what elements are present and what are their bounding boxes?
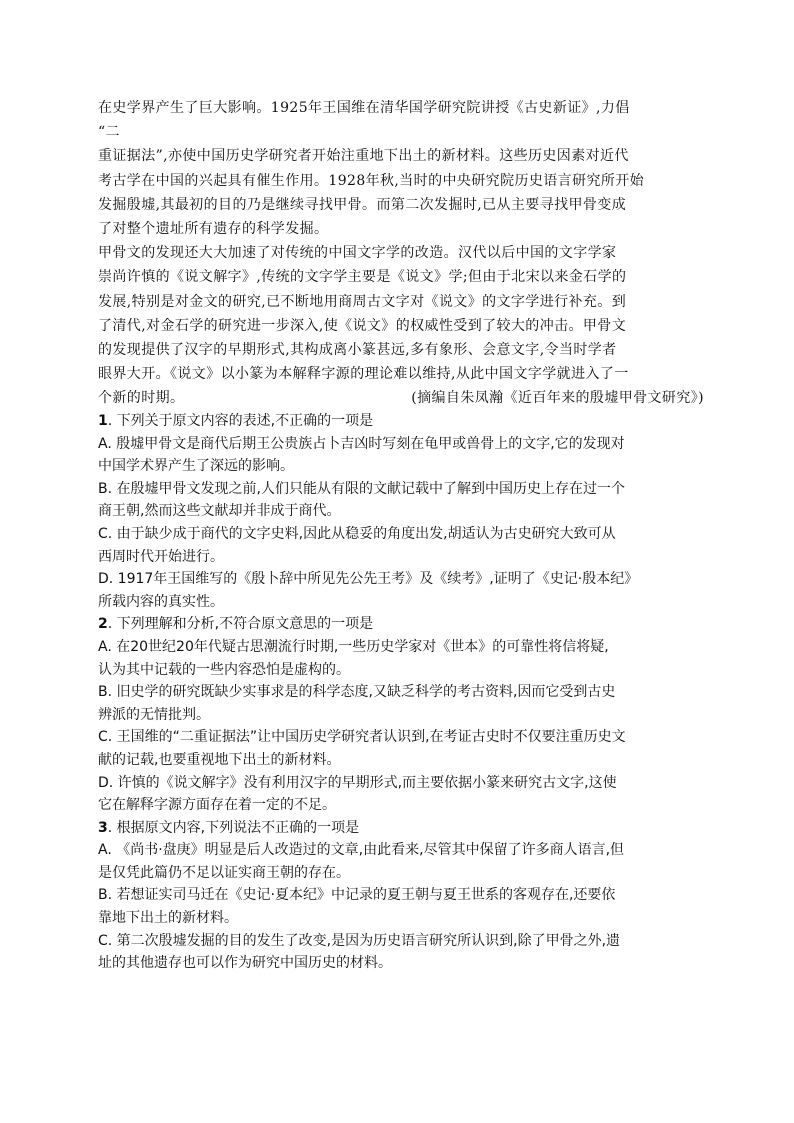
option-b-line-1[interactable]: B. 旧史学的研究既缺少实事求是的科学态度,又缺乏科学的考古资料,因而它受到古史 (98, 684, 616, 701)
option-c-line-2[interactable]: 址的其他遗存也可以作为研究中国历史的材料。 (98, 955, 392, 972)
option-c-line-2[interactable]: 西周时代开始进行。 (98, 548, 224, 565)
passage-line: 崇尚许慎的《说文解字》,传统的文字学主要是《说文》学;但由于北宋以来金石学的 (98, 269, 627, 286)
passage-line: 个新的时期。 (98, 390, 185, 407)
option-b-line-1[interactable]: B. 在殷墟甲骨文发现之前,人们只能从有限的文献记载中了解到中国历史上存在过一个 (98, 480, 625, 497)
passage-line: 的发现提供了汉字的早期形式,其构成离小篆甚远,多有象形、会意文字,令当时学者 (98, 341, 617, 358)
passage-line: 重证据法”,亦使中国历史学研究者开始注重地下出土的新材料。这些历史因素对近代 (98, 148, 629, 165)
passage (98, 96, 704, 410)
source-citation: (摘编自朱凤瀚《近百年来的殷墟甲骨文研究》) (411, 390, 704, 407)
question-stem (98, 410, 718, 433)
question-number: 1 (98, 413, 108, 429)
option-b-line-2[interactable]: 靠地下出土的新材料。 (98, 910, 238, 927)
question-stem-text: . 下列理解和分析,不符合原文意思的一项是 (107, 616, 374, 633)
question-stem (98, 613, 718, 636)
option-a-line-1[interactable]: A. 在20世纪20年代疑古思潮流行时期,一些历史学家对《世本》的可靠性将信将疑, (98, 638, 609, 655)
option-a-line-2[interactable]: 中国学术界产生了深远的影响。 (98, 458, 294, 475)
passage-line: 在史学界产生了巨大影响。1925年王国维在清华国学研究院讲授《古史新证》,力倡 (98, 100, 630, 116)
option-c-line-2[interactable]: 献的记载,也要重视地下出土的新材料。 (98, 751, 341, 768)
question-stem-text: . 根据原文内容,下列说法不正确的一项是 (107, 819, 360, 836)
question-number: 3 (98, 819, 108, 836)
question-2 (98, 613, 718, 816)
passage-line: 发掘殷墟,其最初的目的乃是继续寻找甲骨。而第二次发掘时,已从主要寻找甲骨变成 (98, 196, 627, 213)
question-number: 2 (98, 616, 108, 633)
question-stem-text: . 下列关于原文内容的表述,不正确的一项是 (107, 413, 374, 429)
questions (98, 410, 718, 975)
question-stem (98, 817, 718, 840)
option-c-line-1[interactable]: C. 第二次殷墟发掘的目的发生了改变,是因为历史语言研究所认识到,除了甲骨之外,遗 (98, 932, 621, 949)
passage-line: 发展,特别是对金文的研究,已不断地用商周古文字对《说文》的文字学进行补充。到 (98, 293, 627, 310)
option-b-line-1[interactable]: B. 若想证实司马迁在《史记·夏本纪》中记录的夏王朝与夏王世系的客观存在,还要依 (98, 887, 616, 904)
option-c-line-1[interactable]: C. 王国维的“二重证据法”让中国历史学研究者认识到,在考证古史时不仅要注重历史文 (98, 729, 626, 746)
passage-line: “二 (98, 124, 120, 141)
option-d-line-1[interactable]: D. 许慎的《说文解字》没有利用汉字的早期形式,而主要依据小篆来研究古文字,这使 (98, 774, 617, 791)
option-b-line-2[interactable]: 辨派的无情批判。 (98, 706, 210, 723)
passage-last-line (98, 386, 704, 410)
option-d-line-1[interactable]: D. 1917年王国维写的《殷卜辞中所见先公先王考》及《续考》,证明了《史记·殷本纪》 (98, 571, 639, 588)
passage-line: 考古学在中国的兴起具有催生作用。1928年秋,当时的中央研究院历史语言研究所开始 (98, 172, 645, 189)
option-c-line-1[interactable]: C. 由于缺少成于商代的文字史料,因此从稳妥的角度出发,胡适认为古史研究大致可从 (98, 525, 616, 542)
option-b-line-2[interactable]: 商王朝,然而这些文献却并非成于商代。 (98, 503, 341, 520)
option-a-line-2[interactable]: 认为其中记载的一些内容恐怕是虚构的。 (98, 661, 350, 678)
passage-line: 甲骨文的发现还大大加速了对传统的中国文字学的改造。汉代以后中国的文字学家 (98, 245, 617, 262)
passage-line: 眼界大开。《说文》以小篆为本解释字源的理论难以维持,从此中国文字学就进入了一 (98, 366, 629, 383)
option-a-line-1[interactable]: A. 殷墟甲骨文是商代后期王公贵族占卜吉凶时写刻在龟甲或兽骨上的文字,它的发现对 (98, 435, 625, 452)
option-d-line-2[interactable]: 所载内容的真实性。 (98, 593, 224, 610)
option-a-line-2[interactable]: 是仅凭此篇仍不足以证实商王朝的存在。 (98, 864, 350, 881)
passage-line: 了清代,对金石学的研究进一步深入,使《说文》的权威性受到了较大的冲击。甲骨文 (98, 317, 627, 334)
question-1 (98, 410, 718, 613)
passage-line: 了对整个遗址所有遗存的科学发掘。 (98, 220, 329, 237)
option-a-line-1[interactable]: A. 《尚书·盘庚》明显是后人改造过的文章,由此看来,尽管其中保留了许多商人语言,但 (98, 842, 625, 859)
question-3 (98, 817, 718, 975)
option-d-line-2[interactable]: 它在解释字源方面存在着一定的不足。 (98, 797, 336, 814)
